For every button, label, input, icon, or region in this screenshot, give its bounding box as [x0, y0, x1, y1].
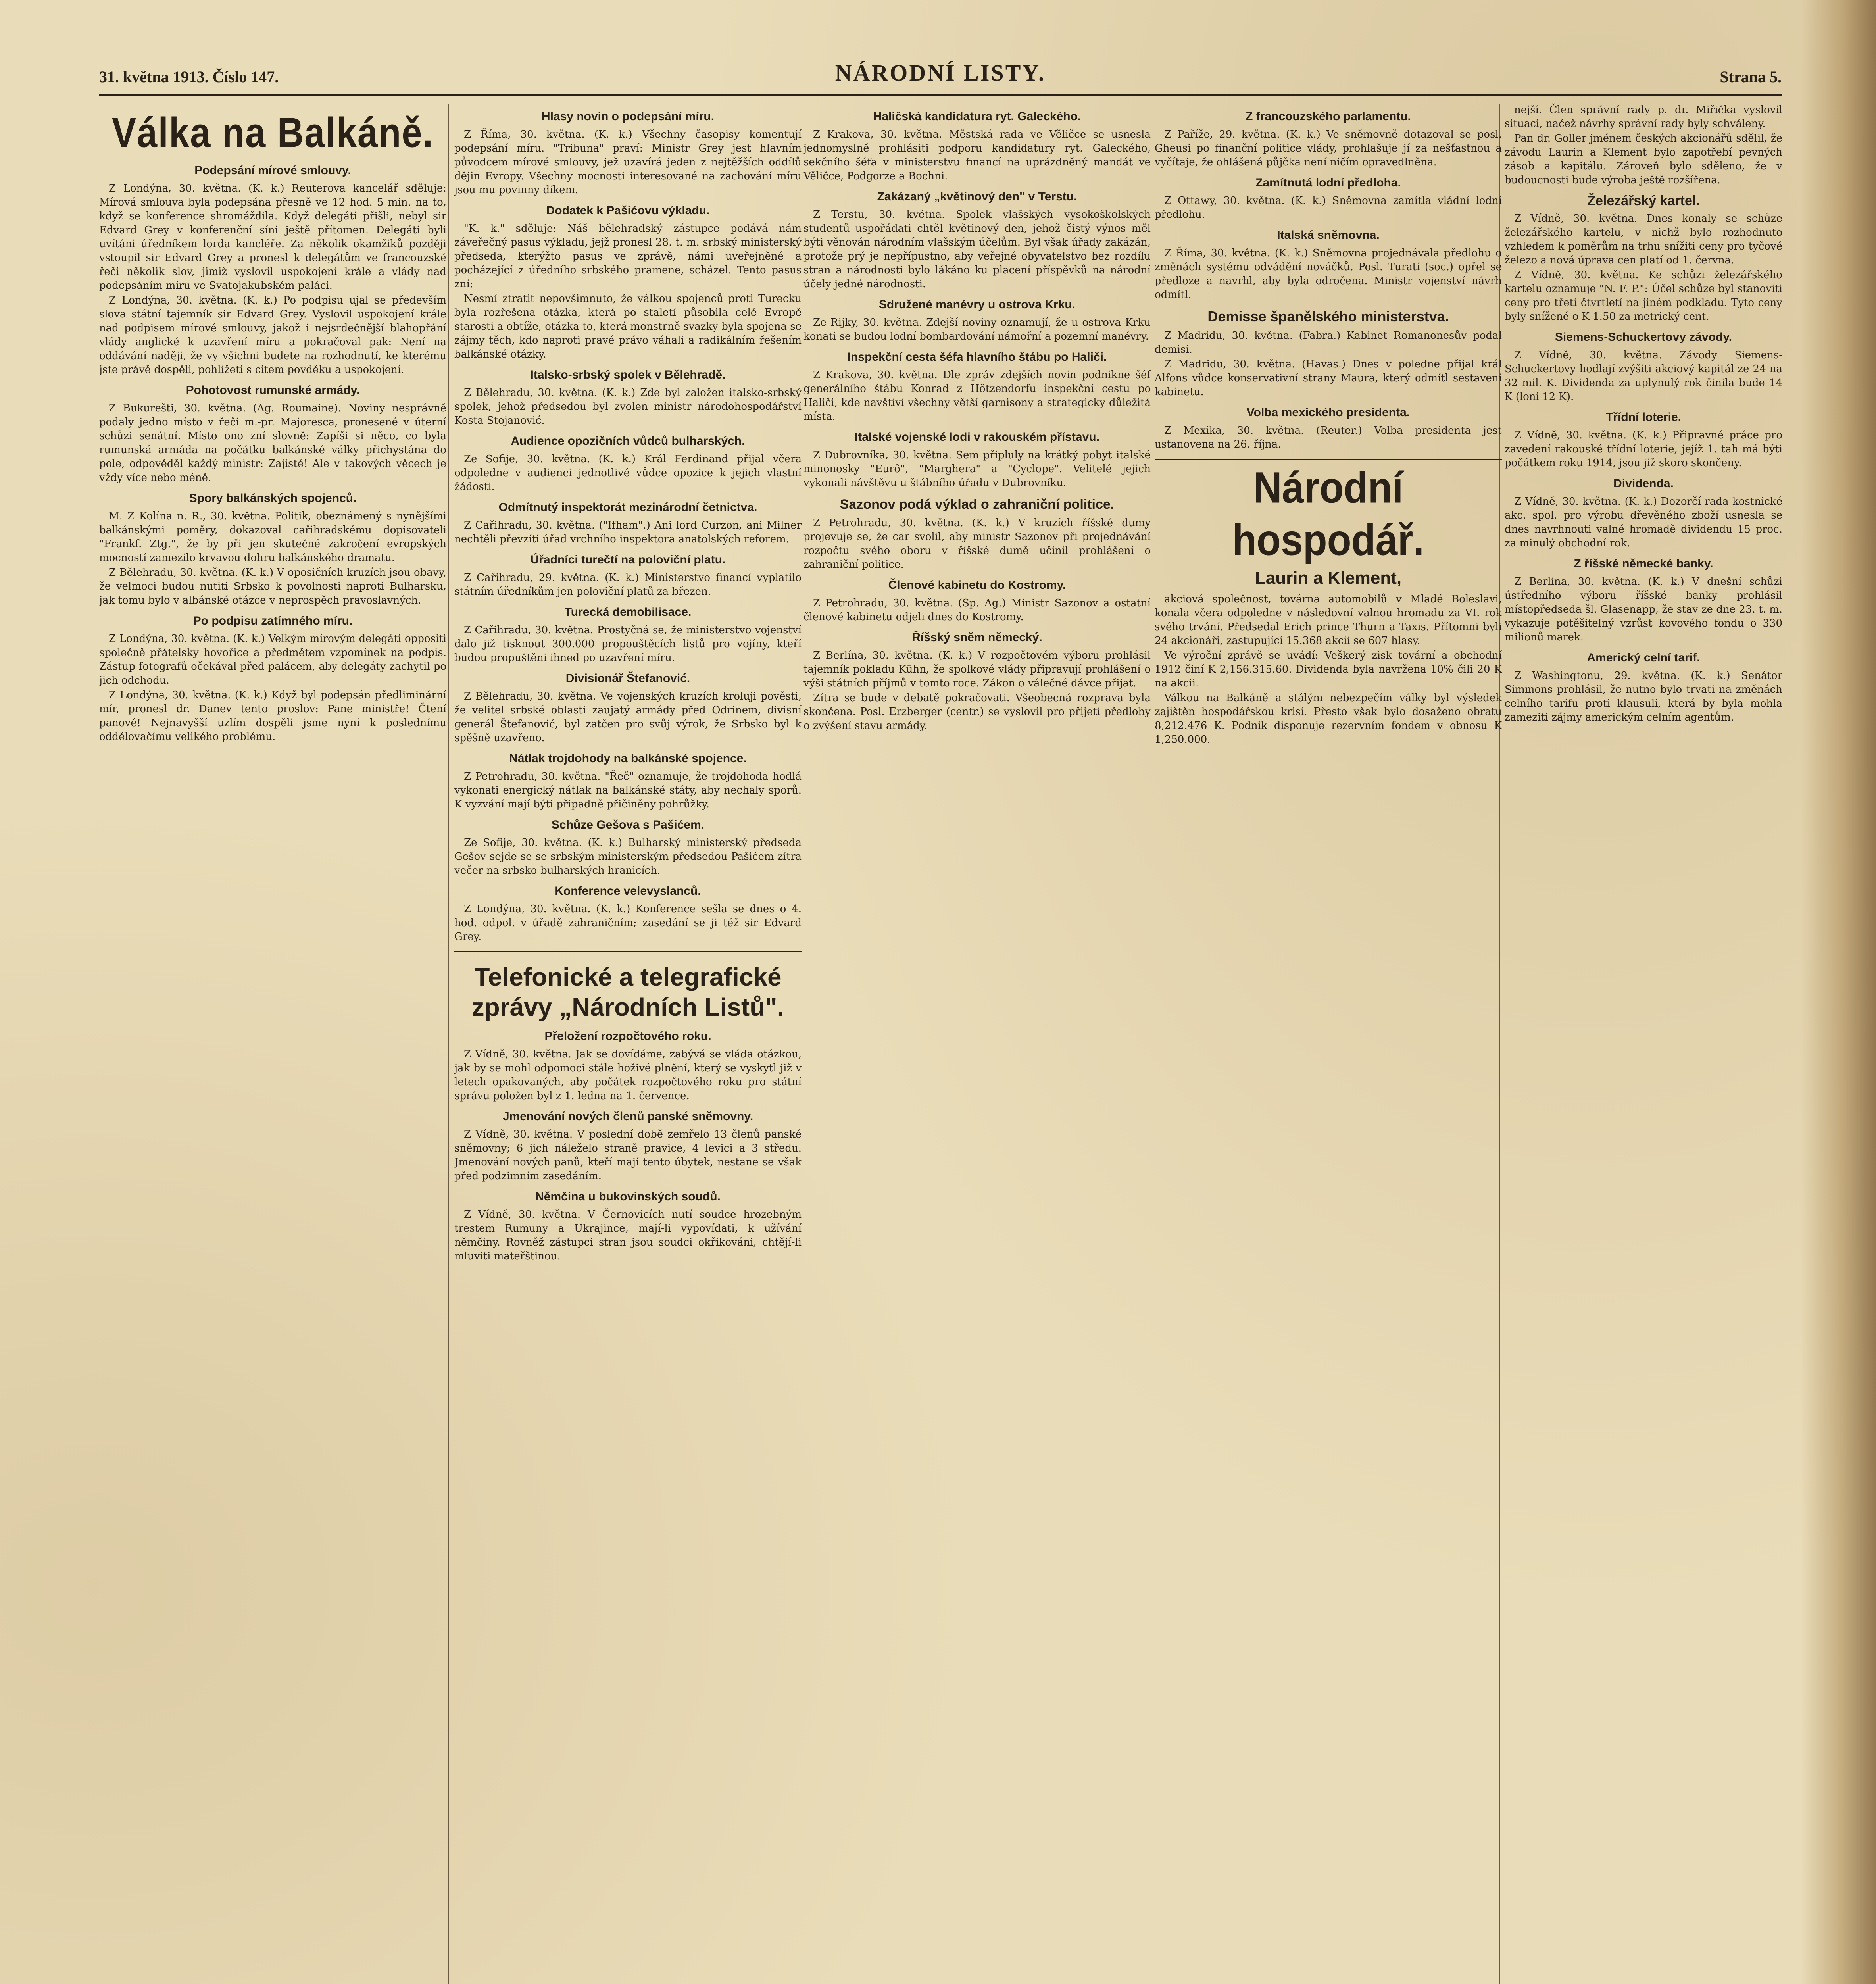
section-heading: Třídní loterie. — [1605, 411, 1682, 424]
masthead: NÁRODNÍ LISTY. — [835, 60, 1046, 86]
article-paragraph: Z Bělehradu, 30. května. Ve vojenských kruzích kroluji pověsti, že velitel srbské oblasti zaujatý armády před Odrinem, divisní generál Štefanović, byl zatčen pro svůj výrok, že Srbsko byl k spěšně uzavřeno. — [454, 690, 802, 744]
telefon-zpravy-title: Telefonické a telegrafické zprávy „Národních Listů". — [471, 963, 784, 1021]
section-heading: Odmítnutý inspektorát mezinárodní četnictva. — [498, 501, 757, 514]
article-paragraph: M. Z Kolína n. R., 30. května. Politik, obeznámený s nynějšími balkánskými poměry, dokazoval cařihradskému dopisovateli "Frankf. Ztg.", že by při jen skutečné zakročení evropských mocností zamezilo krvavou dohru balkánského dramatu. — [99, 510, 446, 564]
section-heading: Členové kabinetu do Kostromy. — [888, 579, 1066, 592]
section-heading: Říšský sněm německý. — [912, 631, 1042, 644]
article-paragraph: Z Londýna, 30. května. (K. k.) Reuterova kancelář sděluje: Mírová smlouva byla podepsána přesně ve 12 hod. 5 min. na to, když se konference shromáždila. Když delegáti přišli, nebyl sir Edvard Grey v konferenční síni ještě přítomen. Delegáti byli uvítáni úředníkem lorda kancléře. Za několik okamžiků později vstoupil sir Edvard Grey a pronesl k delegátům ve francouzské řeči několik slov, jimiž vyslovil uspokojení krále a vlády nad podepsáním míru ve Svatojakubském paláci. — [99, 183, 446, 292]
section-heading: Zamítnutá lodní předloha. — [1255, 176, 1401, 189]
article-paragraph: Z Terstu, 30. května. Spolek vlašských vysokoškolských studentů uspořádati chtěl květinový den, jehož čistý výnos měl býti věnován národním vlašským účelům. Byl však úřady zakázán, protože prý je nepřípustno, aby veřejné obyvatelstvo bez rozdílu stran a národnosti bylo lákáno ku placení příspěvků na národní účely jedné národnosti. — [803, 209, 1151, 290]
article-paragraph: Ze Sofije, 30. května. (K. k.) Bulharský ministerský předseda Gešov sejde se se srbským ministerským předsedou Pašićem zítra večer na srbsko-bulharských hranicích. — [454, 837, 802, 877]
article-paragraph: Z Madridu, 30. května. (Fabra.) Kabinet Romanonesův podal demisi. — [1155, 330, 1502, 356]
article-paragraph: nejší. Člen správní rady p. dr. Miřička vyslovil situaci, načež návrhy správní rady byly schváleny. — [1505, 104, 1782, 130]
article-paragraph: Z Mexika, 30. května. (Reuter.) Volba presidenta jest ustanovena na 26. října. — [1155, 425, 1502, 450]
article-paragraph: Z Berlína, 30. května. (K. k.) V dnešní schůzi ústředního výboru říšské banky prohlásil místopředseda šl. Glasenapp, že stav ze dne 23. t. m. vykazuje potěšitelný vzrůst kovového fondu o 330 milionů marek. — [1505, 576, 1782, 643]
article-paragraph: Z Říma, 30. května. (K. k.) Sněmovna projednávala předlohu o změnách systému odvádění nováčků. Posl. Turati (soc.) opřel se předloze a navrhl, aby byla odročena. Ministr vojenství návrh odmítl. — [1155, 247, 1502, 301]
section-heading: Italsko-srbský spolek v Bělehradě. — [530, 368, 726, 381]
article-paragraph: Ve výroční zprávě se uvádí: Veškerý zisk tovární a obchodní 1912 činí K 2,156.315.60. Dividenda byla navržena 10% čili 20 K na akcii. — [1155, 650, 1502, 689]
section-heading: Němčina u bukovinských soudů. — [535, 1190, 721, 1203]
column-1 — [99, 103, 446, 1984]
section-heading: Sazonov podá výklad o zahraniční politice. — [840, 497, 1115, 512]
section-heading: Spory balkánských spojenců. — [189, 492, 357, 505]
torn-edge-shading — [1801, 0, 1876, 1984]
article-paragraph: Z Vídně, 30. května. V Černovicích nutí soudce hrozebným trestem Rumuny a Ukrajince, mají-li vypovídati, k užívání němčiny. Rovněž zástupci stran jsou soudci okřikováni, chtějí-li mluviti mateřštinou. — [454, 1209, 802, 1262]
article-paragraph: Z Vídně, 30. května. Dnes konaly se schůze železářského kartelu, v nichž bylo rozhodnuto vzhledem k poměrům na trhu snížiti ceny pro tyčové železo a nová úprava cen platí od 1. června. — [1505, 213, 1782, 266]
article-paragraph: Z Bukurešti, 30. května. (Ag. Roumaine). Noviny nesprávně podaly jedno místo v řeči m.-pr. Majoresca, pronesené v úterní schůzi senátní. Místo ono zní slovně: Zapíši si něco, co byla rumunská armáda na počátku balkánské války přichystána do pole, odpověděl každý ministr: Zajisté! Ale v takových věcech je vždy více nebo méně. — [99, 402, 446, 484]
article-paragraph: Z Ottawy, 30. května. (K. k.) Sněmovna zamítla vládní lodní předlohu. — [1155, 195, 1502, 221]
narodni-hospodar-title: Národní hospodář. — [1232, 463, 1424, 565]
article-paragraph: Z Berlína, 30. května. (K. k.) V rozpočtovém výboru prohlásil tajemník pokladu Kühn, že spolkové vlády připravují prohlášení o výši státních příjmů v tomto roce. Zákon o válečné dávce přijat. — [803, 650, 1151, 689]
section-heading: Laurin a Klement, — [1255, 568, 1402, 588]
column-3 — [803, 103, 1151, 1984]
section-heading: Volba mexického presidenta. — [1246, 406, 1410, 419]
article-paragraph: Z Londýna, 30. května. (K. k.) Konference sešla se dnes o 4. hod. odpol. v úřadě zahraničním; zasedání se ji též sir Edvard Grey. — [454, 903, 802, 943]
section-heading: Z francouzského parlamentu. — [1246, 110, 1411, 123]
article-paragraph: Z Krakova, 30. května. Dle zpráv zdejších novin podnikne šéf generálního štábu Konrad z Hötzendorfu inspekční cestu po Haliči, kde navštíví všechny větší garnisony a strategicky důležitá místa. — [803, 369, 1151, 423]
article-paragraph: Válkou na Balkáně a stálým nebezpečím války byl výsledek zajištěn hospodářskou krisí. Přesto však bylo dosaženo obratu 8,212.476 K. Podnik disponuje rezervním fondem v obnosu K 1,250.000. — [1155, 692, 1502, 746]
article-paragraph: Nesmí ztratit nepovšimnuto, že válkou spojenců proti Turecku byla rozřešena otázka, která po staletí působila celé Evropě starosti a obtíže, otázka to, která monstrně svazky byla spojena se zájmy těch, kdo naproti pravé právo váhali a radikálním řešením balkánské otázky. — [454, 293, 802, 360]
section-heading: Dodatek k Pašićovu výkladu. — [546, 204, 710, 217]
section-rule — [454, 951, 802, 952]
article-paragraph: Z Londýna, 30. května. (K. k.) Velkým mírovým delegáti oppositi společně přátelsky hovořice a předmětem vzpomínek na podpis. Zástup fotografů očekával před palácem, aby delegáty zachytil po jich odchodu. — [99, 633, 446, 686]
article-paragraph: "K. k." sděluje: Náš bělehradský zástupce podává nám záveřečný pasus výkladu, jejž pronesl 28. t. m. srbský ministerský předseda, kterýžto pasus ve zprávě, námi uveřejněné a pocházející z úředního srbského pramene, scházel. Tento pasus zní: — [454, 223, 802, 290]
page-number: Strana 5. — [1720, 68, 1782, 86]
section-heading: Konference velevyslanců. — [555, 884, 701, 898]
section-heading: Přeložení rozpočtového roku. — [544, 1030, 711, 1043]
article-paragraph: Z Bělehradu, 30. května. (K. k.) Zde byl založen italsko-srbský spolek, jehož předsedou byl zvolen ministr národohospodářství Kosta Stojanović. — [454, 387, 802, 427]
section-heading: Pohotovost rumunské armády. — [186, 384, 360, 397]
article-paragraph: Zítra se bude v debatě pokračovati. Všeobecná rozprava byla skončena. Posl. Erzberger (centr.) se vyslovil pro přijetí předlohy o zvýšení stavu armády. — [803, 692, 1151, 732]
article-paragraph: Z Říma, 30. května. (K. k.) Všechny časopisy komentují podepsání míru. "Tribuna" praví: Ministr Grey jest hlavním původcem mírové smlouvy, jež uzavírá jeden z nejtěžších oddílů dějin Evropy. Všechny mocnosti interesované na zachování míru jsou mu povinny díkem. — [454, 129, 802, 196]
section-heading: Dividenda. — [1613, 477, 1674, 490]
page-header — [99, 60, 1782, 91]
section-heading: Z říšské německé banky. — [1574, 557, 1713, 570]
section-rule — [1155, 459, 1502, 460]
section-heading: Siemens-Schuckertovy závody. — [1555, 331, 1732, 344]
column-2 — [454, 103, 802, 1984]
article-paragraph: Z Madridu, 30. května. (Havas.) Dnes v poledne přijal král Alfons vůdce konservativní strany Maura, který odmítl sestavení kabinetu. — [1155, 358, 1502, 398]
article-paragraph: Z Vídně, 30. května. Ke schůzi železářského kartelu oznamuje "N. F. P.": Účel schůze byl stanoviti ceny pro třetí čtvrtletí na jiném podkladu. Tyto ceny byly snížené o K 1.50 za metrický cent. — [1505, 269, 1782, 323]
section-heading: Po podpisu zatímného míru. — [193, 614, 353, 627]
section-heading: Zakázaný „květinový den" v Terstu. — [877, 190, 1077, 203]
column-divider — [448, 104, 449, 1984]
article-paragraph: Z Washingtonu, 29. května. (K. k.) Senátor Simmons prohlásil, že nutno bylo trvati na změnách celního tarifu proti klausuli, která by byla mohla zameziti zájmy americkým celním agentům. — [1505, 670, 1782, 723]
article-paragraph: Z Krakova, 30. května. Městská rada ve Věličce se usnesla jednomyslně prohlásiti podporu kandidatury ryt. Galeckého, sekčního šéfa v ministerstvu financí na uprázdněný mandát ve Věličce, Podgorze a Bochni. — [803, 129, 1151, 182]
article-paragraph: Z Vídně, 30. května. (K. k.) Dozorčí rada kostnické akc. spol. pro výrobu dřevěného zboží usnesla se dnes navrhnouti valné hromadě dividendu 15 proc. za minulý obchodní rok. — [1505, 496, 1782, 549]
article-paragraph: Z Petrohradu, 30. května. "Řeč" oznamuje, že trojdohoda hodlá vykonati energický nátlak na balkánské státy, aby nechaly sporů. K vyzvání mají býti připadně přičiněny pohrůžky. — [454, 771, 802, 810]
section-heading: Hlasy novin o podepsání míru. — [541, 110, 715, 123]
article-paragraph: Z Petrohradu, 30. května. (Sp. Ag.) Ministr Sazonov a ostatní členové kabinetu odjeli dnes do Kostromy. — [803, 597, 1151, 623]
section-heading: Divisionář Štefanović. — [565, 672, 690, 685]
article-paragraph: akciová společnost, továrna automobilů v Mladé Boleslavi, konala včera odpoledne v následovní valnou hromadu za VI. rok svého trvání. Předsedal Erich prince Thurn a Taxis. Přítomni byli 24 akcionáři, zastupující 15.368 akcií se 607 hlasy. — [1155, 593, 1502, 647]
article-paragraph: Z Petrohradu, 30. května. (K. k.) V kruzích říšské dumy projevuje se, že car svolil, aby ministr Sazonov při projednávání rozpočtu svého oboru v říšské dumě učinil prohlášení o zahraniční politice. — [803, 517, 1151, 571]
article-paragraph: Pan dr. Goller jménem českých akcionářů sdělil, že závodu Laurin a Klement bylo zapotřebí pevných zásob a kapitálu. Zároveň bylo sděleno, že v budoucnosti bude výroba ještě rozšířena. — [1505, 133, 1782, 186]
section-heading: Americký celní tarif. — [1587, 651, 1700, 664]
section-heading: Nátlak trojdohody na balkánské spojence. — [509, 752, 747, 765]
article-paragraph: Z Cařihradu, 30. května. ("Ifham".) Ani lord Curzon, ani Milner nechtěli převzíti úřad vrchního inspektora anatolských reforem. — [454, 519, 802, 545]
section-heading: Turecká demobilisace. — [564, 606, 692, 619]
article-paragraph: Z Vídně, 30. května. V poslední době zemřelo 13 členů panské sněmovny; 6 jich náleželo straně pravice, 4 levici a 3 středu. Jmenování nových panů, kteří mají tento úbytek, nestane se však před podzimním zasedáním. — [454, 1128, 802, 1182]
article-paragraph: Z Londýna, 30. května. (K. k.) Po podpisu ujal se především slova státní tajemník sir Edvard Grey. Vyslovil uspokojení krále nad podpisem mírové smlouvy, jakož i nejsrdečnější blahopřání vlády anglické k uzavření míru a pokračoval pak: Není na oddávání naději, že vy všichni budete na rozhodnutí, ke kterému jste právě dospěli, pohlížeti s citem povděku a uspokojení. — [99, 294, 446, 376]
article-paragraph: Z Vídně, 30. května. (K. k.) Připravné práce pro zavedení rakouské třídní loterie, jejíž 1. tah má býti počátkem roku 1914, jsou již skoro skončeny. — [1505, 429, 1782, 469]
section-heading: Schůze Gešova s Pašićem. — [551, 818, 705, 831]
article-paragraph: Z Vídně, 30. května. Jak se dovídáme, zabývá se vláda otázkou, jak by se mohl odpomoci stále hoživé plnění, který se vyskytl již v letech opakovaných, aby počátek rozpočtového roku pro státní správu položen byl z 1. ledna na 1. července. — [454, 1048, 802, 1102]
article-paragraph: Z Dubrovníka, 30. května. Sem připluly na krátký pobyt italské minonosky "Eurô", "Margherа" a "Cyclope". Velitelé jejich vykonali návštěvu u štábního úřadu v Dubrovníku. — [803, 449, 1151, 489]
article-paragraph: Ze Sofije, 30. května. (K. k.) Král Ferdinand přijal včera odpoledne v audienci jednotlivé vůdce opozice k jejich vlastní žádosti. — [454, 453, 802, 493]
section-heading: Italská sněmovna. — [1277, 229, 1380, 242]
article-paragraph: Ze Rijky, 30. května. Zdejší noviny oznamují, že u ostrova Krku konati se budou lodní bombardování námořní a pozemní manévry. — [803, 317, 1151, 342]
section-heading: Úřadníci turečtí na poloviční platu. — [530, 553, 726, 566]
article-paragraph: Z Londýna, 30. května. (K. k.) Když byl podepsán předliminární mír, pronesl dr. Danev tento proslov: Pane ministře! Čtení panové! Nejnavyšší uzlím dospěli jsme nyní k poslednímu oddělovačímu velikého problému. — [99, 689, 446, 743]
section-heading: Sdružené manévry u ostrova Krku. — [878, 298, 1076, 311]
article-paragraph: Z Paříže, 29. května. (K. k.) Ve sněmovně dotazoval se posl. Gheusi po finanční politice vlády, prohlašuje jí za nešťastnou a vyčítaje, že ohlášená půjčka není ničím opravedlněna. — [1155, 129, 1502, 168]
section-heading: Podepsání mírové smlouvy. — [194, 164, 351, 177]
section-heading: Haličská kandidatura ryt. Galeckého. — [873, 110, 1081, 123]
article-title-valka: Válka na Balkáně. — [111, 110, 434, 156]
column-4 — [1155, 103, 1502, 1984]
section-heading: Jmenování nových členů panské sněmovny. — [502, 1110, 753, 1123]
section-heading: Inspekční cesta šéfa hlavního štábu po Haliči. — [847, 350, 1107, 363]
article-paragraph: Z Vídně, 30. května. Závody Siemens-Schuckertovy hodlají zvýšiti akciový kapitál ze 24 na 32 mil. K. Dividenda za uplynulý rok činila bude 14 K (loni 12 K). — [1505, 349, 1782, 403]
section-heading: Železářský kartel. — [1587, 193, 1700, 208]
section-heading: Audience opozičních vůdců bulharských. — [511, 434, 745, 448]
article-paragraph: Z Cařihradu, 29. května. (K. k.) Ministerstvo financí vyplatilo státním úředníkům jen poloviční platů za březen. — [454, 572, 802, 598]
header-rule — [99, 94, 1782, 96]
article-paragraph: Z Bělehradu, 30. května. (K. k.) V oposičních kruzích jsou obavy, že velmoci budou nutiti Srbsko k povolnosti naproti Bulharsku, jak tomu bylo v albánské otázce v neprospěch pravoslavných. — [99, 567, 446, 606]
article-paragraph: Z Cařihradu, 30. května. Prostyčná se, že ministerstvo vojenství dalo již tisknout 300.000 propouštěcích listů pro vojíny, kteří budou propuštěni ihned po uzavření míru. — [454, 624, 802, 664]
column-5 — [1505, 103, 1782, 1984]
section-heading: Italské vojenské lodi v rakouském přístavu. — [855, 431, 1099, 444]
section-heading: Demisse španělského ministerstva. — [1207, 308, 1449, 325]
issue-date: 31. května 1913. Číslo 147. — [99, 68, 279, 86]
